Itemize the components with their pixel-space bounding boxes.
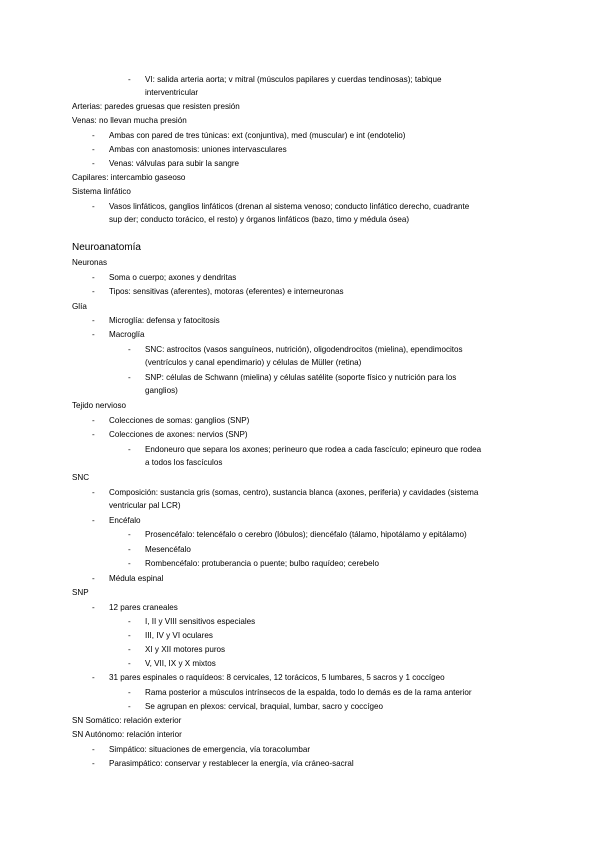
text-line: 31 pares espinales o raquídeos: 8 cervicales, 12 torácicos, 5 lumbares, 5 sacros y 1 coccígeo <box>109 673 445 682</box>
text-line: sup der; conducto torácico, el resto) y órganos linfáticos (bazo, timo y médula ósea) <box>109 215 410 224</box>
text-line: Prosencéfalo: telencéfalo o cerebro (lóbulos); diencéfalo (tálamo, hipotálamo y epitálamo) <box>145 530 467 539</box>
bullet-dash: - <box>128 445 131 454</box>
bullet-dash: - <box>128 688 131 697</box>
text-line: ganglios) <box>145 386 178 395</box>
bullet-dash: - <box>92 759 95 768</box>
bullet-dash: - <box>92 273 95 282</box>
text-line: Tipos: sensitivas (aferentes), motoras (eferentes) e interneuronas <box>109 287 344 296</box>
text-line: Colecciones de somas: ganglios (SNP) <box>109 416 250 425</box>
bullet-dash: - <box>92 430 95 439</box>
text-line: III, IV y VI oculares <box>145 631 213 640</box>
text-line: V, VII, IX y X mixtos <box>145 659 216 668</box>
text-line: Colecciones de axones: nervios (SNP) <box>109 430 248 439</box>
text-line: Glía <box>72 302 87 311</box>
bullet-dash: - <box>92 745 95 754</box>
bullet-dash: - <box>128 559 131 568</box>
text-line: Se agrupan en plexos: cervical, braquial, lumbar, sacro y coccígeo <box>145 702 383 711</box>
bullet-dash: - <box>128 345 131 354</box>
text-line: Mesencéfalo <box>145 545 191 554</box>
bullet-dash: - <box>128 373 131 382</box>
text-line: Arterias: paredes gruesas que resisten presión <box>72 102 240 111</box>
bullet-dash: - <box>128 631 131 640</box>
text-line: Soma o cuerpo; axones y dendritas <box>109 273 237 282</box>
text-line: Venas: no llevan mucha presión <box>72 116 187 125</box>
text-line: Parasimpático: conservar y restablecer la energía, vía cráneo-sacral <box>109 759 354 768</box>
bullet-dash: - <box>92 316 95 325</box>
bullet-dash: - <box>92 673 95 682</box>
text-line: VI: salida arteria aorta; v mitral (músculos papilares y cuerdas tendinosas); tabique <box>145 75 442 84</box>
bullet-dash: - <box>92 131 95 140</box>
bullet-dash: - <box>92 159 95 168</box>
bullet-dash: - <box>92 416 95 425</box>
text-line: Ambas con anastomosis: uniones intervasculares <box>109 145 287 154</box>
text-line: Ambas con pared de tres túnicas: ext (conjuntiva), med (muscular) e int (endotelio) <box>109 131 406 140</box>
text-line: Rama posterior a músculos intrínsecos de la espalda, todo lo demás es de la rama anterior <box>145 688 472 697</box>
text-line: Vasos linfáticos, ganglios linfáticos (drenan al sistema venoso; conducto linfático derecho, cuadrante <box>109 202 470 211</box>
text-line: Tejido nervioso <box>72 401 126 410</box>
text-line: Encéfalo <box>109 516 141 525</box>
text-line: ventricular pal LCR) <box>109 501 181 510</box>
text-line: a todos los fascículos <box>145 458 223 467</box>
text-line: Composición: sustancia gris (somas, centro), sustancia blanca (axones, periferia) y cavidades (sistema <box>109 488 479 497</box>
text-line: Neuronas <box>72 258 108 267</box>
text-line: Venas: válvulas para subir la sangre <box>109 159 240 168</box>
text-line: Microglía: defensa y fatocitosis <box>109 316 220 325</box>
text-line: Macroglía <box>109 330 145 339</box>
bullet-dash: - <box>92 603 95 612</box>
bullet-dash: - <box>92 488 95 497</box>
text-line: SN Autónomo: relación interior <box>72 730 182 739</box>
text-line: Capilares: intercambio gaseoso <box>72 173 186 182</box>
bullet-dash: - <box>92 145 95 154</box>
text-line: SNC <box>72 473 90 482</box>
bullet-dash: - <box>92 202 95 211</box>
text-line: Endoneuro que separa los axones; perineuro que rodea a cada fascículo; epineuro que rodea <box>145 445 482 454</box>
bullet-dash: - <box>92 574 95 583</box>
bullet-dash: - <box>128 617 131 626</box>
bullet-dash: - <box>92 330 95 339</box>
text-line: XI y XII motores puros <box>145 645 226 654</box>
bullet-dash: - <box>92 516 95 525</box>
text-line: SNC: astrocitos (vasos sanguíneos, nutrición), oligodendrocitos (mielina), ependimocitos <box>145 345 463 354</box>
bullet-dash: - <box>128 659 131 668</box>
bullet-dash: - <box>128 530 131 539</box>
bullet-dash: - <box>128 645 131 654</box>
bullet-dash: - <box>128 75 131 84</box>
bullet-dash: - <box>92 287 95 296</box>
section-heading: Neuroanatomía <box>72 242 141 253</box>
text-line: (ventrículos y canal ependimario) y células de Müller (retina) <box>145 358 362 367</box>
text-line: Rombencéfalo: protuberancia o puente; bulbo raquídeo; cerebelo <box>145 559 379 568</box>
text-line: SNP: células de Schwann (mielina) y células satélite (soporte físico y nutrición para los <box>145 373 457 382</box>
bullet-dash: - <box>128 702 131 711</box>
text-line: Médula espinal <box>109 574 164 583</box>
text-line: Simpático: situaciones de emergencia, vía toracolumbar <box>109 745 311 754</box>
text-line: SN Somático: relación exterior <box>72 716 182 725</box>
text-line: Sistema linfático <box>72 187 131 196</box>
text-line: SNP <box>72 588 89 597</box>
text-line: 12 pares craneales <box>109 603 178 612</box>
bullet-dash: - <box>128 545 131 554</box>
text-line: interventricular <box>145 88 199 97</box>
text-line: I, II y VIII sensitivos especiales <box>145 617 256 626</box>
